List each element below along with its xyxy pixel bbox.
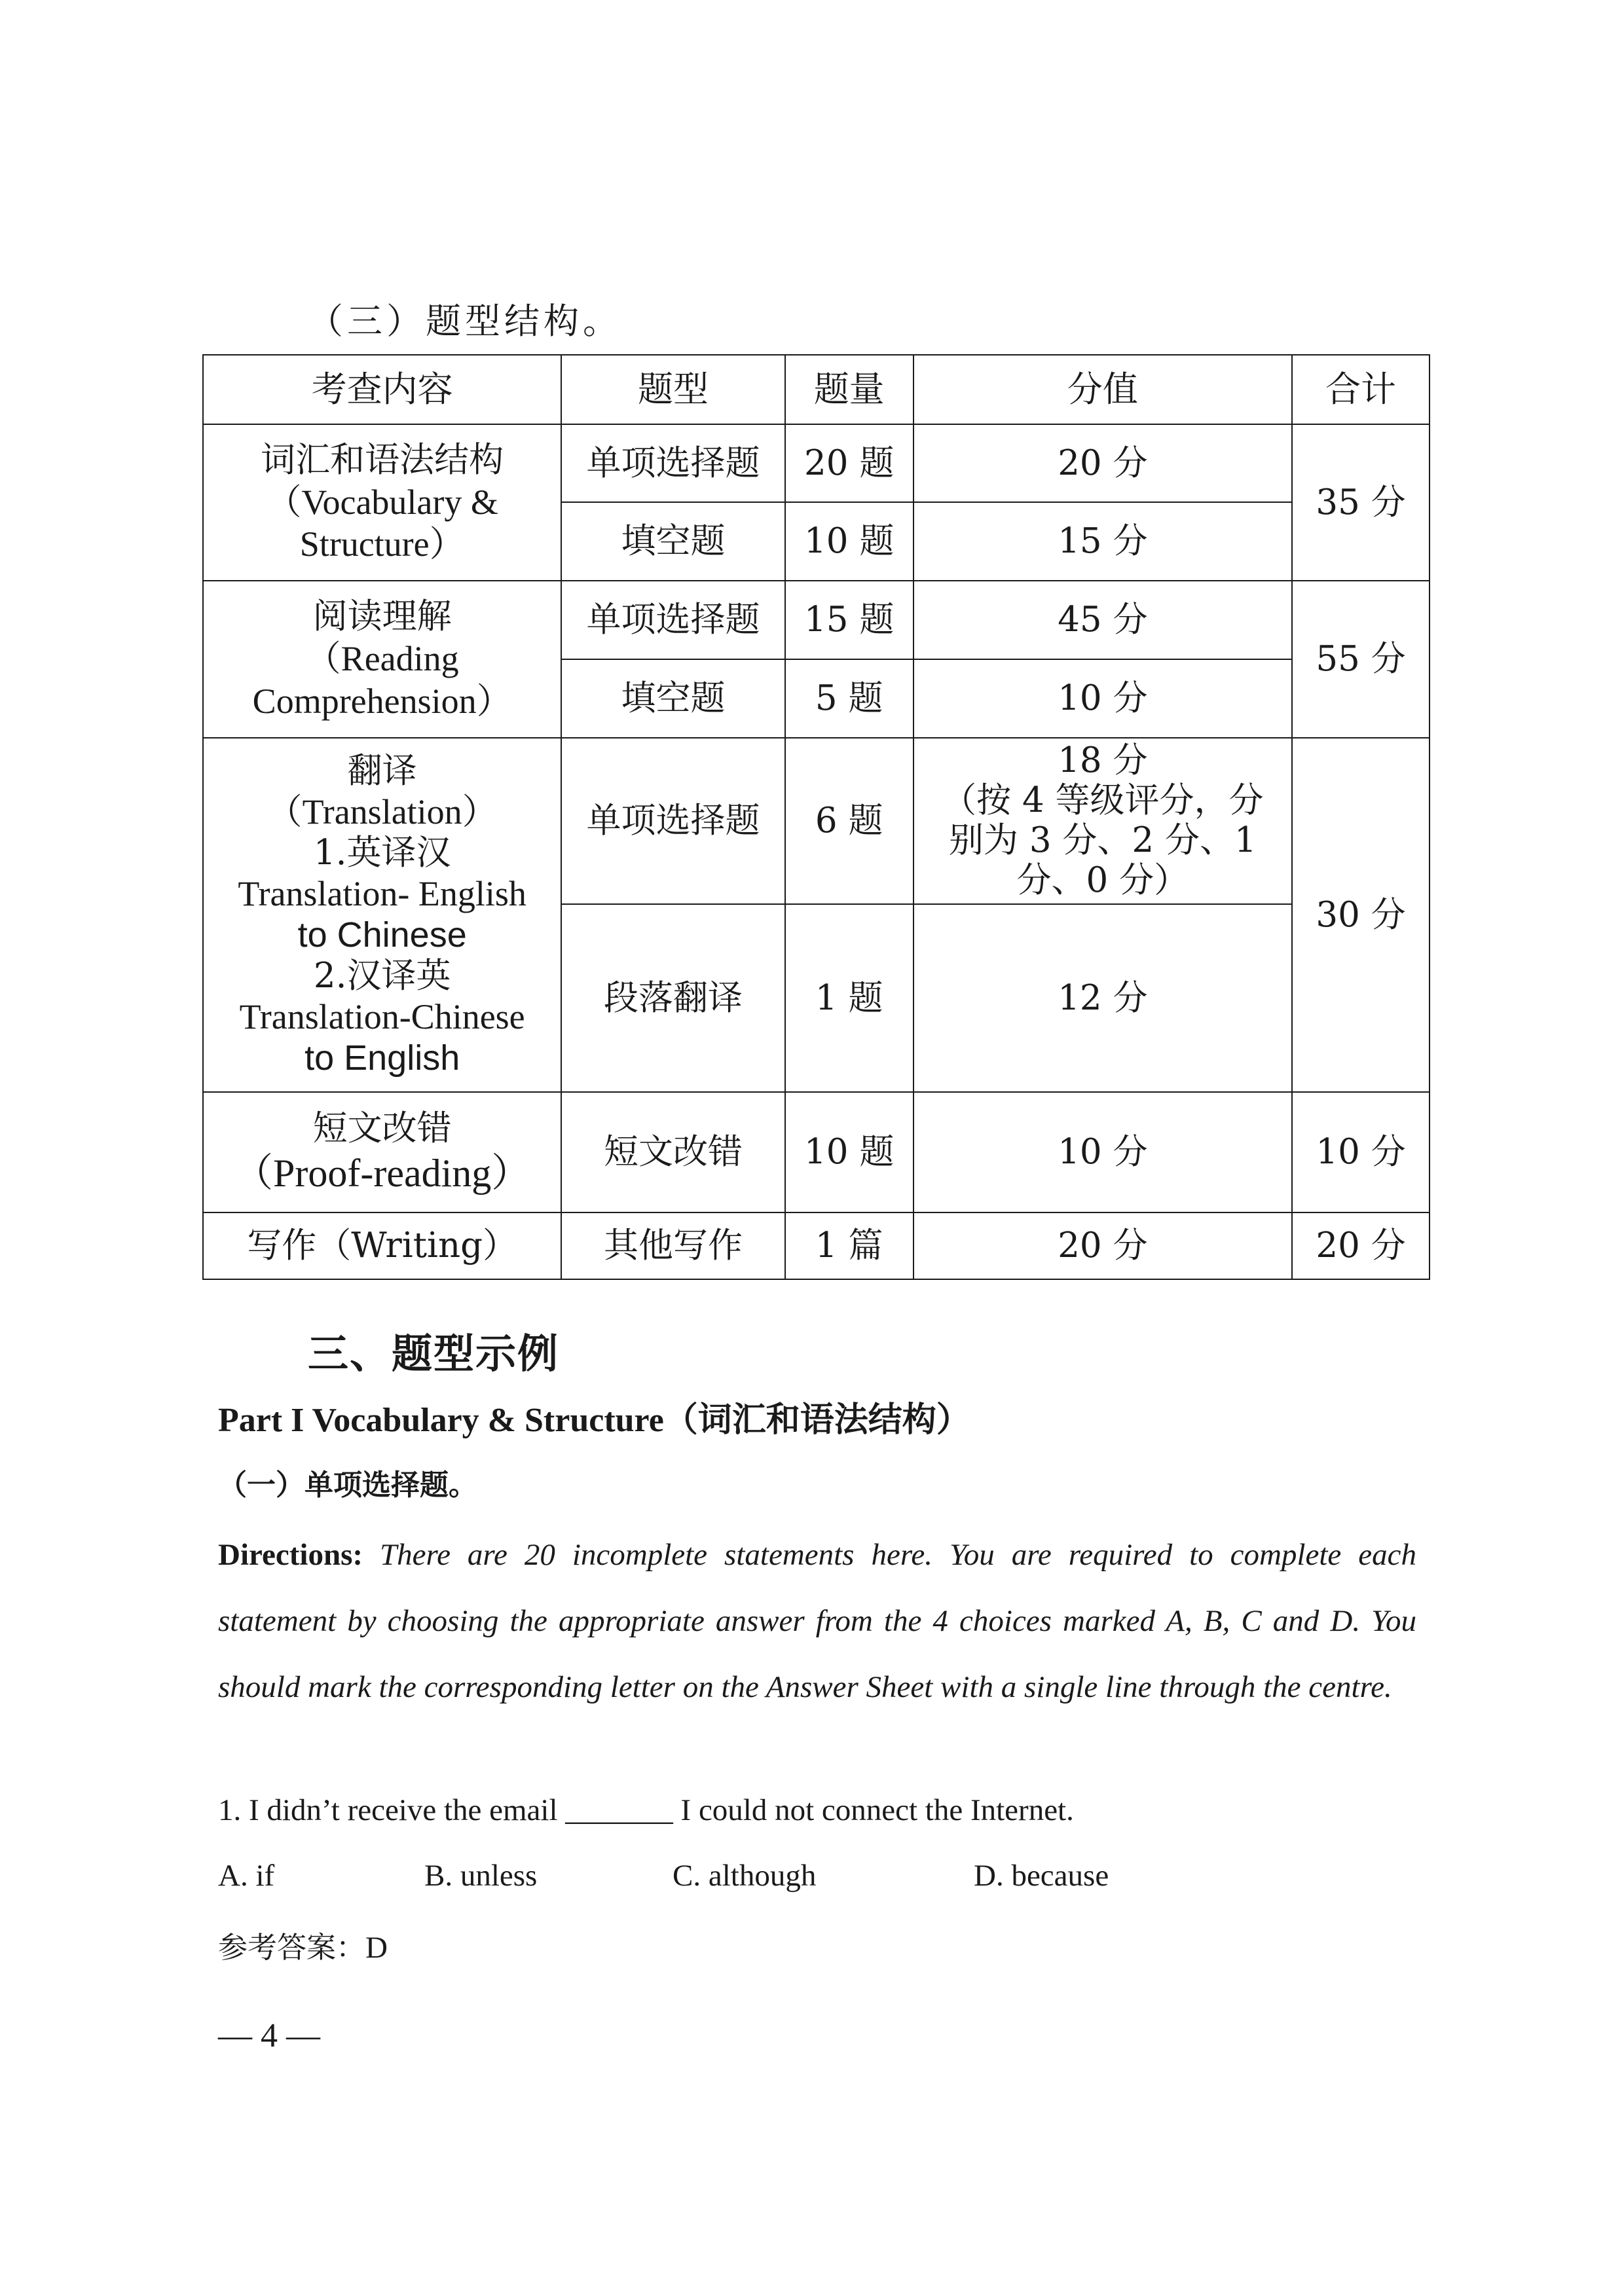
option-d: D. because xyxy=(974,1859,1109,1893)
cell-content-vocab xyxy=(203,424,561,581)
directions-label: Directions: xyxy=(218,1538,363,1572)
content-en: （Reading xyxy=(305,639,459,678)
table-caption: （三）题型结构。 xyxy=(308,301,622,342)
content-en: （Proof-reading） xyxy=(234,1151,531,1195)
table-row xyxy=(203,738,1430,904)
option-b: B. unless xyxy=(424,1859,538,1893)
content-zh: 短文改错 xyxy=(312,1108,452,1149)
header-type: 题型 xyxy=(561,355,784,424)
cell-content-reading xyxy=(203,581,561,738)
table-row xyxy=(203,1092,1430,1212)
directions-paragraph xyxy=(218,1522,1416,1721)
table-row xyxy=(203,581,1430,659)
section-title: 三、题型示例 xyxy=(308,1330,560,1377)
content-en: （Translation） xyxy=(267,792,498,831)
content-zh: 翻译 xyxy=(347,750,417,791)
cell-score: 20 分 xyxy=(913,424,1292,502)
cell-content-translation xyxy=(203,738,561,1092)
table-row xyxy=(203,1212,1430,1279)
header-content: 考查内容 xyxy=(203,355,561,424)
cell-total: 30 分 xyxy=(1292,738,1430,1092)
score-line: 分、0 分） xyxy=(1016,860,1189,900)
score-line: 18 分 xyxy=(1058,740,1148,781)
part-title xyxy=(218,1392,970,1441)
option-c: C. although xyxy=(673,1859,817,1893)
cell-total: 20 分 xyxy=(1292,1212,1430,1279)
cell-type: 填空题 xyxy=(561,502,784,581)
cell-type: 段落翻译 xyxy=(561,904,784,1092)
content-en: （Vocabulary & xyxy=(266,482,498,522)
page-number: — 4 — xyxy=(218,2017,320,2054)
table-row xyxy=(203,424,1430,502)
answer-value: D xyxy=(365,1931,388,1965)
content-en: Structure） xyxy=(299,524,465,564)
cell-type: 单项选择题 xyxy=(561,424,784,502)
header-count: 题量 xyxy=(785,355,913,424)
question-structure-table xyxy=(202,354,1430,1280)
cell-type: 单项选择题 xyxy=(561,581,784,659)
cell-total: 10 分 xyxy=(1292,1092,1430,1212)
part-title-en: Part I Vocabulary & Structure xyxy=(218,1402,664,1439)
cell-type: 填空题 xyxy=(561,659,784,738)
content-zh: 阅读理解 xyxy=(312,596,452,637)
cell-score: 15 分 xyxy=(913,502,1292,581)
cell-score: 45 分 xyxy=(913,581,1292,659)
cell-type: 短文改错 xyxy=(561,1092,784,1212)
part-title-zh: （词汇和语法结构） xyxy=(663,1400,970,1440)
cell-type: 其他写作 xyxy=(561,1212,784,1279)
content-en: Translation- English xyxy=(238,873,526,913)
cell-total: 55 分 xyxy=(1292,581,1430,738)
header-score: 分值 xyxy=(913,355,1292,424)
cell-count: 1 题 xyxy=(785,904,913,1092)
cell-count: 10 题 xyxy=(785,1092,913,1212)
content-zh: 1.英译汉 xyxy=(313,832,451,873)
option-a: A. if xyxy=(218,1859,275,1893)
directions-text: There are 20 incomplete statements here. You are required to complete each statement by choosing the appropriate answer from the 4 choices marked A, B, C and D. You should mark the corresponding letter on the Answer Sheet with a single line through the centre. xyxy=(218,1538,1416,1704)
content-zh: 2.汉译英 xyxy=(313,956,451,996)
cell-count: 10 题 xyxy=(785,502,913,581)
score-line: （按 4 等级评分，分 xyxy=(942,780,1264,821)
cell-count: 1 篇 xyxy=(785,1212,913,1279)
subsection-title: （一）单项选择题。 xyxy=(218,1468,477,1502)
cell-content-proof xyxy=(203,1092,561,1212)
content-en: to Chinese xyxy=(297,915,467,955)
content-en: Translation-Chinese xyxy=(239,997,525,1037)
cell-score: 12 分 xyxy=(913,904,1292,1092)
question-text: 1. I didn’t receive the email _______ I could not connect the Internet. xyxy=(218,1793,1074,1827)
cell-score: 20 分 xyxy=(913,1212,1292,1279)
cell-score: 10 分 xyxy=(913,1092,1292,1212)
reference-answer xyxy=(218,1923,388,1966)
content-en: Comprehension） xyxy=(252,681,512,721)
cell-count: 20 题 xyxy=(785,424,913,502)
content-zh: 词汇和语法结构 xyxy=(261,439,504,480)
cell-content-writing: 写作（Writing） xyxy=(203,1212,561,1279)
cell-count: 6 题 xyxy=(785,738,913,904)
table-header-row xyxy=(203,355,1430,424)
cell-count: 5 题 xyxy=(785,659,913,738)
cell-score xyxy=(913,738,1292,904)
cell-total: 35 分 xyxy=(1292,424,1430,581)
cell-type: 单项选择题 xyxy=(561,738,784,904)
header-total: 合计 xyxy=(1292,355,1430,424)
score-line: 别为 3 分、2 分、1 xyxy=(948,820,1257,860)
content-en: to English xyxy=(304,1038,460,1078)
cell-score: 10 分 xyxy=(913,659,1292,738)
cell-count: 15 题 xyxy=(785,581,913,659)
answer-label: 参考答案： xyxy=(218,1930,366,1965)
